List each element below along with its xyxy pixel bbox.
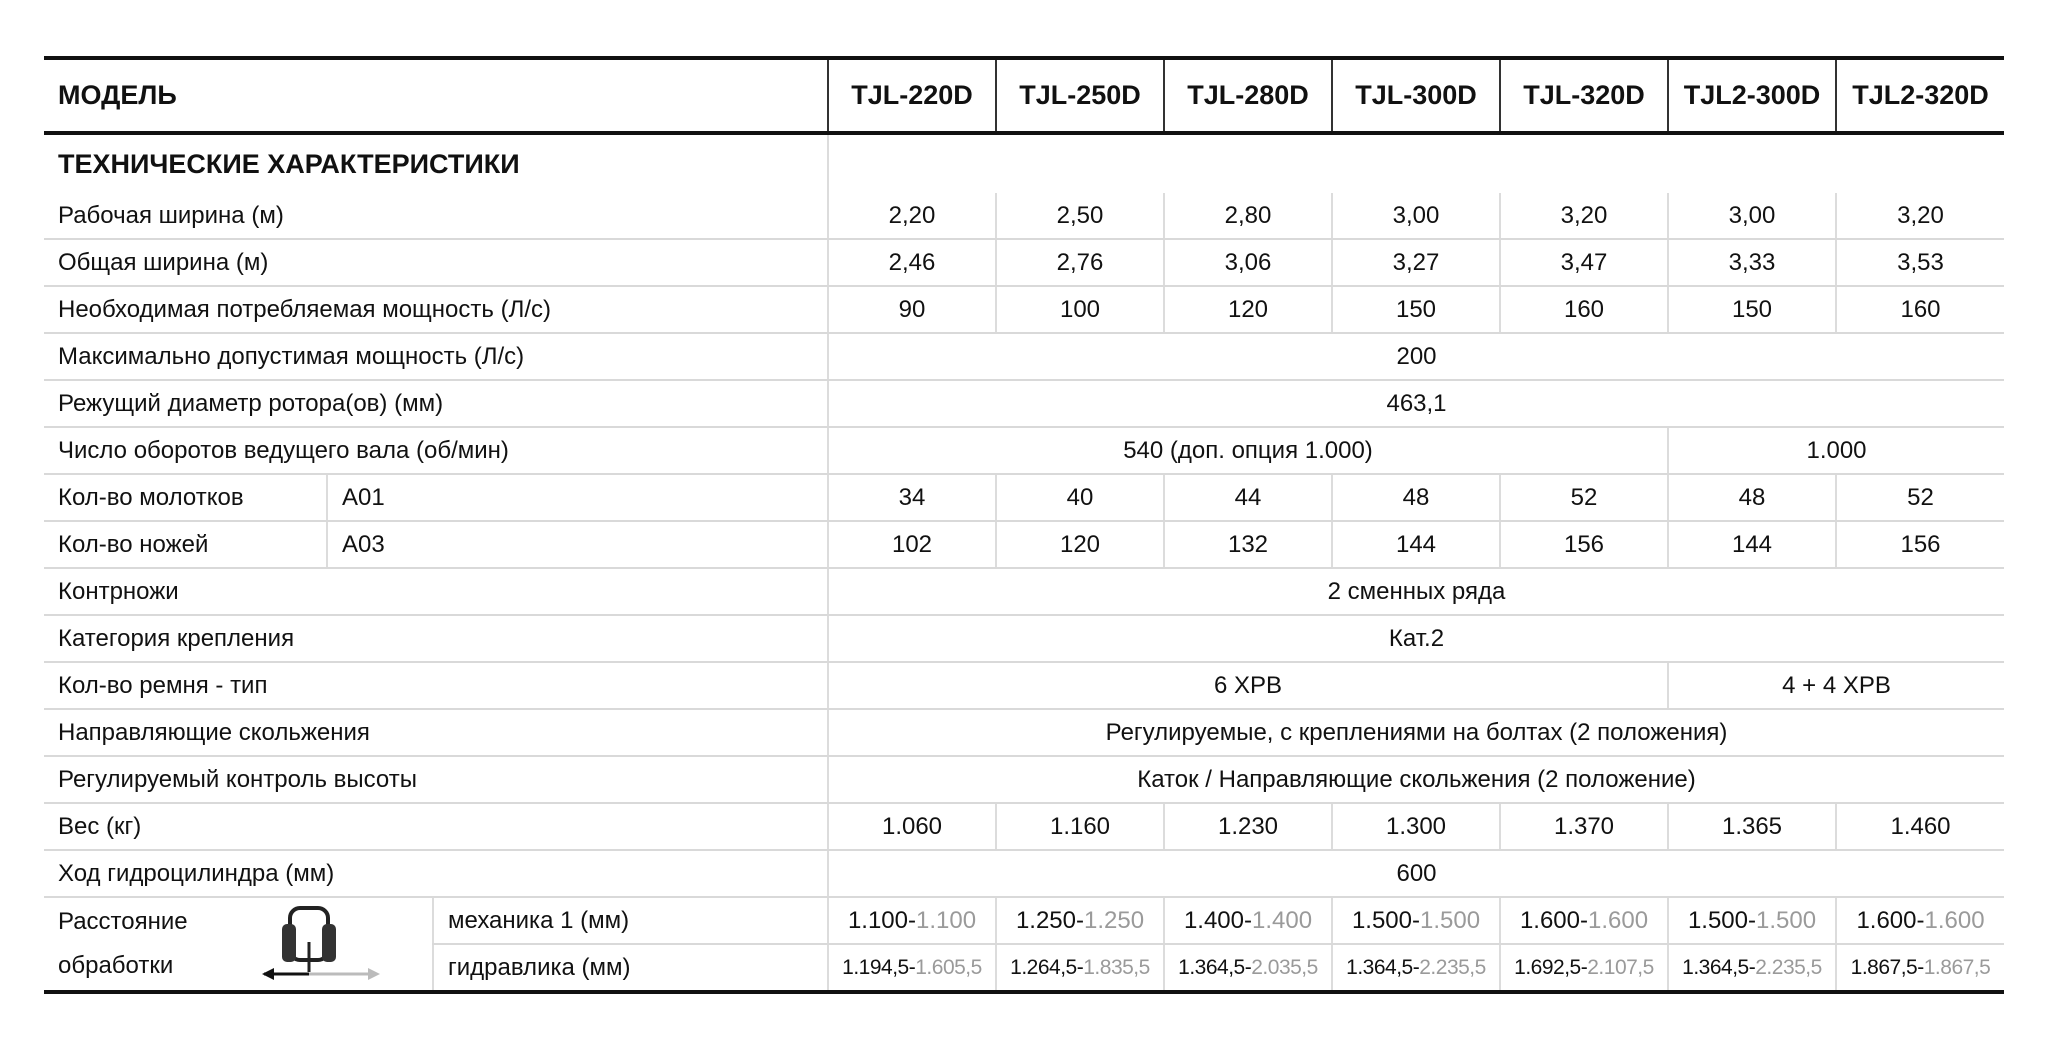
row-label: Число оборотов ведущего вала (об/мин) — [44, 427, 828, 474]
merged-cell: 2 сменных ряда — [828, 568, 2004, 615]
cell: 3,00 — [1668, 193, 1836, 239]
table-row — [44, 756, 2004, 803]
separator: - — [1917, 955, 1924, 979]
cell — [1836, 897, 2004, 944]
cell: 34 — [828, 474, 996, 521]
cell — [1668, 944, 1836, 992]
section-row — [44, 133, 2004, 193]
cell: 90 — [828, 286, 996, 333]
separator: - — [1244, 955, 1252, 979]
separator: - — [908, 955, 916, 979]
cell — [1332, 897, 1500, 944]
value-max: 1.400 — [1252, 906, 1313, 934]
cell: 40 — [996, 474, 1164, 521]
cell: 2,50 — [996, 193, 1164, 239]
value-max: 2.035,5 — [1251, 955, 1318, 979]
cell: 3,00 — [1332, 193, 1500, 239]
value-max: 1.835,5 — [1083, 955, 1150, 979]
cell: 3,20 — [1836, 193, 2004, 239]
merged-cell: 200 — [828, 333, 2004, 380]
cell: 3,53 — [1836, 239, 2004, 286]
cell: 3,06 — [1164, 239, 1332, 286]
cell: 156 — [1500, 521, 1668, 568]
table-row — [44, 286, 2004, 333]
cell — [1836, 944, 2004, 992]
cell: 1.230 — [1164, 803, 1332, 850]
cell: 2,46 — [828, 239, 996, 286]
cell: 1.460 — [1836, 803, 2004, 850]
cell: 2,80 — [1164, 193, 1332, 239]
cell: 48 — [1332, 474, 1500, 521]
value-min: 1.600 — [1519, 906, 1580, 934]
table-row — [44, 709, 2004, 756]
model-col-6: TJL2-300D — [1668, 58, 1836, 133]
separator: - — [1748, 906, 1756, 934]
separator: - — [1580, 955, 1588, 979]
table-row — [44, 193, 2004, 239]
cell — [1332, 944, 1500, 992]
merged-cell: Кат.2 — [828, 615, 2004, 662]
separator: - — [1412, 906, 1420, 934]
cell — [1500, 897, 1668, 944]
row-label: Ход гидроцилиндра (мм) — [44, 850, 828, 897]
cell: 1.060 — [828, 803, 996, 850]
row-label: Категория крепления — [44, 615, 828, 662]
cell: 2,20 — [828, 193, 996, 239]
table-row — [44, 803, 2004, 850]
cell — [828, 897, 996, 944]
cell: 150 — [1332, 286, 1500, 333]
cell: 144 — [1668, 521, 1836, 568]
model-col-1: TJL-220D — [828, 58, 996, 133]
cell: 3,33 — [1668, 239, 1836, 286]
cell: 3,47 — [1500, 239, 1668, 286]
value-min: 1.500 — [1351, 906, 1412, 934]
table-row — [44, 333, 2004, 380]
cell: 44 — [1164, 474, 1332, 521]
distance-label-line2: обработки — [58, 952, 174, 979]
separator: - — [1412, 955, 1420, 979]
value-max: 1.100 — [916, 906, 977, 934]
model-header: МОДЕЛЬ — [44, 58, 828, 133]
value-max: 1.500 — [1420, 906, 1481, 934]
section-blank — [828, 133, 2004, 193]
merged-cell: Регулируемые, с креплениями на болтах (2 положения) — [828, 709, 2004, 756]
cell: 52 — [1500, 474, 1668, 521]
model-col-2: TJL-250D — [996, 58, 1164, 133]
cell — [1500, 944, 1668, 992]
distance-row-mech — [44, 897, 2004, 944]
value-min: 1.250 — [1015, 906, 1076, 934]
cell — [996, 944, 1164, 992]
value-max: 1.600 — [1588, 906, 1649, 934]
cell — [1164, 944, 1332, 992]
cell: 102 — [828, 521, 996, 568]
merged-cell: 540 (доп. опция 1.000) — [828, 427, 1668, 474]
tractor-offset-icon — [262, 902, 382, 986]
separator: - — [1916, 906, 1925, 934]
value-min: 1.100 — [847, 906, 908, 934]
value-max: 2.235,5 — [1755, 955, 1822, 979]
cell: 144 — [1332, 521, 1500, 568]
model-col-4: TJL-300D — [1332, 58, 1500, 133]
merged-cell: 1.000 — [1668, 427, 2004, 474]
mech-label: механика 1 (мм) — [433, 897, 828, 944]
table-row — [44, 239, 2004, 286]
value-min: 1.194,5 — [842, 955, 909, 979]
model-col-5: TJL-320D — [1500, 58, 1668, 133]
cell — [828, 944, 996, 992]
value-max: 1.250 — [1084, 906, 1145, 934]
merged-cell: 4 + 4 XPB — [1668, 662, 2004, 709]
value-min: 1.692,5 — [1514, 955, 1581, 979]
table-row — [44, 474, 2004, 521]
spec-table — [44, 56, 2004, 994]
model-col-3: TJL-280D — [1164, 58, 1332, 133]
cell: 1.160 — [996, 803, 1164, 850]
value-max: 1.867,5 — [1923, 955, 1991, 979]
value-max: 2.107,5 — [1587, 955, 1654, 979]
section-title: ТЕХНИЧЕСКИЕ ХАРАКТЕРИСТИКИ — [58, 148, 520, 179]
cell: 120 — [996, 521, 1164, 568]
table-row — [44, 662, 2004, 709]
model-col-7: TJL2-320D — [1836, 58, 2004, 133]
row-label: Общая ширина (м) — [44, 239, 828, 286]
row-label: Необходимая потребляемая мощность (Л/с) — [44, 286, 828, 333]
row-label: Максимально допустимая мощность (Л/с) — [44, 333, 828, 380]
cell: 1.370 — [1500, 803, 1668, 850]
merged-cell: 463,1 — [828, 380, 2004, 427]
spec-table-container — [44, 56, 2004, 994]
value-max: 1.605,5 — [915, 955, 982, 979]
row-label: Кол-во молотков — [44, 474, 327, 521]
value-min: 1.867,5 — [1850, 955, 1918, 979]
row-label: Регулируемый контроль высоты — [44, 756, 828, 803]
cell — [1668, 897, 1836, 944]
row-label: Вес (кг) — [44, 803, 828, 850]
header-row — [44, 58, 2004, 133]
cell: 3,20 — [1500, 193, 1668, 239]
cell: 1.365 — [1668, 803, 1836, 850]
distance-label-line1: Расстояние — [58, 908, 188, 935]
value-min: 1.600 — [1856, 906, 1917, 934]
row-label: Направляющие скольжения — [44, 709, 828, 756]
table-row — [44, 850, 2004, 897]
table-row — [44, 568, 2004, 615]
cell: 48 — [1668, 474, 1836, 521]
row-label: Режущий диаметр ротора(ов) (мм) — [44, 380, 828, 427]
cell: 156 — [1836, 521, 2004, 568]
cell: 160 — [1500, 286, 1668, 333]
table-row — [44, 380, 2004, 427]
value-min: 1.364,5 — [1682, 955, 1749, 979]
row-label: Контрножи — [44, 568, 828, 615]
value-max: 1.500 — [1756, 906, 1817, 934]
merged-cell: 600 — [828, 850, 2004, 897]
cell: 52 — [1836, 474, 2004, 521]
separator: - — [1076, 906, 1084, 934]
cell: 1.300 — [1332, 803, 1500, 850]
separator: - — [1076, 955, 1084, 979]
merged-cell: 6 XPB — [828, 662, 1668, 709]
row-label: Рабочая ширина (м) — [44, 193, 828, 239]
cell — [996, 897, 1164, 944]
value-max: 1.600 — [1924, 906, 1985, 934]
row-label: Кол-во ножей — [44, 521, 327, 568]
cell: 150 — [1668, 286, 1836, 333]
cell: 2,76 — [996, 239, 1164, 286]
hyd-label: гидравлика (мм) — [433, 944, 828, 992]
separator: - — [1244, 906, 1252, 934]
cell: 120 — [1164, 286, 1332, 333]
table-row — [44, 427, 2004, 474]
row-sublabel: A03 — [327, 521, 828, 568]
cell: 100 — [996, 286, 1164, 333]
separator: - — [1580, 906, 1588, 934]
cell — [1164, 897, 1332, 944]
value-min: 1.364,5 — [1346, 955, 1413, 979]
row-label: Кол-во ремня - тип — [44, 662, 828, 709]
row-sublabel: A01 — [327, 474, 828, 521]
separator: - — [1748, 955, 1756, 979]
table-row — [44, 521, 2004, 568]
cell: 3,27 — [1332, 239, 1500, 286]
value-min: 1.400 — [1183, 906, 1244, 934]
table-row — [44, 615, 2004, 662]
cell: 160 — [1836, 286, 2004, 333]
distance-label-cell — [44, 897, 433, 992]
cell: 132 — [1164, 521, 1332, 568]
value-max: 2.235,5 — [1419, 955, 1486, 979]
value-min: 1.264,5 — [1010, 955, 1077, 979]
value-min: 1.364,5 — [1178, 955, 1245, 979]
separator: - — [908, 906, 916, 934]
value-min: 1.500 — [1687, 906, 1748, 934]
merged-cell: Каток / Направляющие скольжения (2 положение) — [828, 756, 2004, 803]
